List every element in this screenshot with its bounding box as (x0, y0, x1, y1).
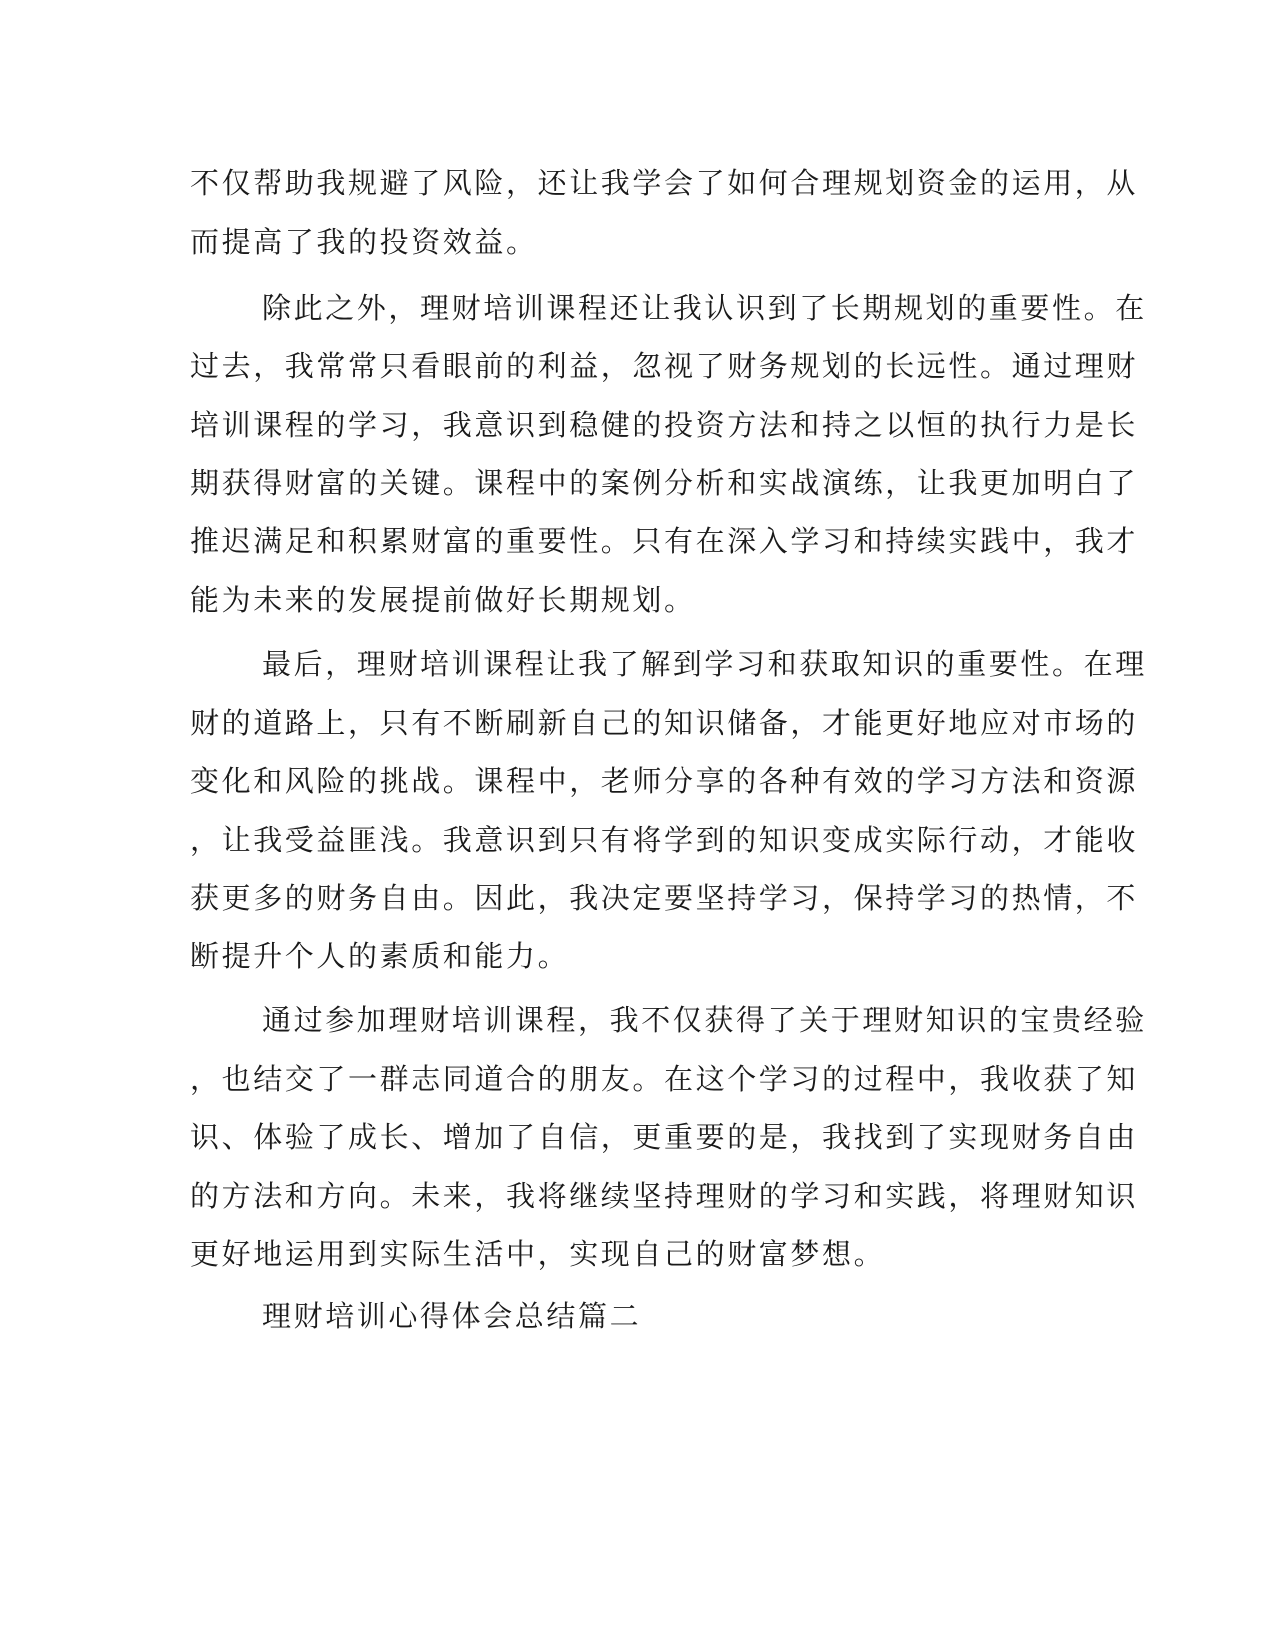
paragraph-line: 能为未来的发展提前做好长期规划。 (190, 583, 696, 617)
paragraph-first-line: 最后，理财培训课程让我了解到学习和获取知识的重要性。在理 (262, 647, 1147, 681)
paragraph-first-line: 通过参加理财培训课程，我不仅获得了关于理财知识的宝贵经验 (262, 1003, 1147, 1037)
paragraph-line: 推迟满足和积累财富的重要性。只有在深入学习和持续实践中，我才 (190, 524, 1139, 558)
section-heading: 理财培训心得体会总结篇二 (262, 1299, 642, 1333)
paragraph-line: ，也结交了一群志同道合的朋友。在这个学习的过程中，我收获了知 (190, 1062, 1139, 1096)
paragraph-line: 期获得财富的关键。课程中的案例分析和实战演练，让我更加明白了 (190, 466, 1139, 500)
paragraph-line: 而提高了我的投资效益。 (190, 225, 538, 259)
paragraph-line: ，让我受益匪浅。我意识到只有将学到的知识变成实际行动，才能收 (190, 823, 1139, 857)
paragraph-line: 过去，我常常只看眼前的利益，忽视了财务规划的长远性。通过理财 (190, 349, 1139, 383)
paragraph-line: 不仅帮助我规避了风险，还让我学会了如何合理规划资金的运用，从 (190, 166, 1139, 200)
paragraph-line: 的方法和方向。未来，我将继续坚持理财的学习和实践，将理财知识 (190, 1179, 1139, 1213)
paragraph-line: 识、体验了成长、增加了自信，更重要的是，我找到了实现财务自由 (190, 1120, 1139, 1154)
paragraph-line: 更好地运用到实际生活中，实现自己的财富梦想。 (190, 1237, 886, 1271)
paragraph-first-line: 除此之外，理财培训课程还让我认识到了长期规划的重要性。在 (262, 291, 1147, 325)
paragraph-line: 获更多的财务自由。因此，我决定要坚持学习，保持学习的热情，不 (190, 881, 1139, 915)
paragraph-line: 培训课程的学习，我意识到稳健的投资方法和持之以恒的执行力是长 (190, 408, 1139, 442)
paragraph-line: 变化和风险的挑战。课程中，老师分享的各种有效的学习方法和资源 (190, 764, 1139, 798)
paragraph-line: 财的道路上，只有不断刷新自己的知识储备，才能更好地应对市场的 (190, 706, 1139, 740)
paragraph-line: 断提升个人的素质和能力。 (190, 939, 570, 973)
